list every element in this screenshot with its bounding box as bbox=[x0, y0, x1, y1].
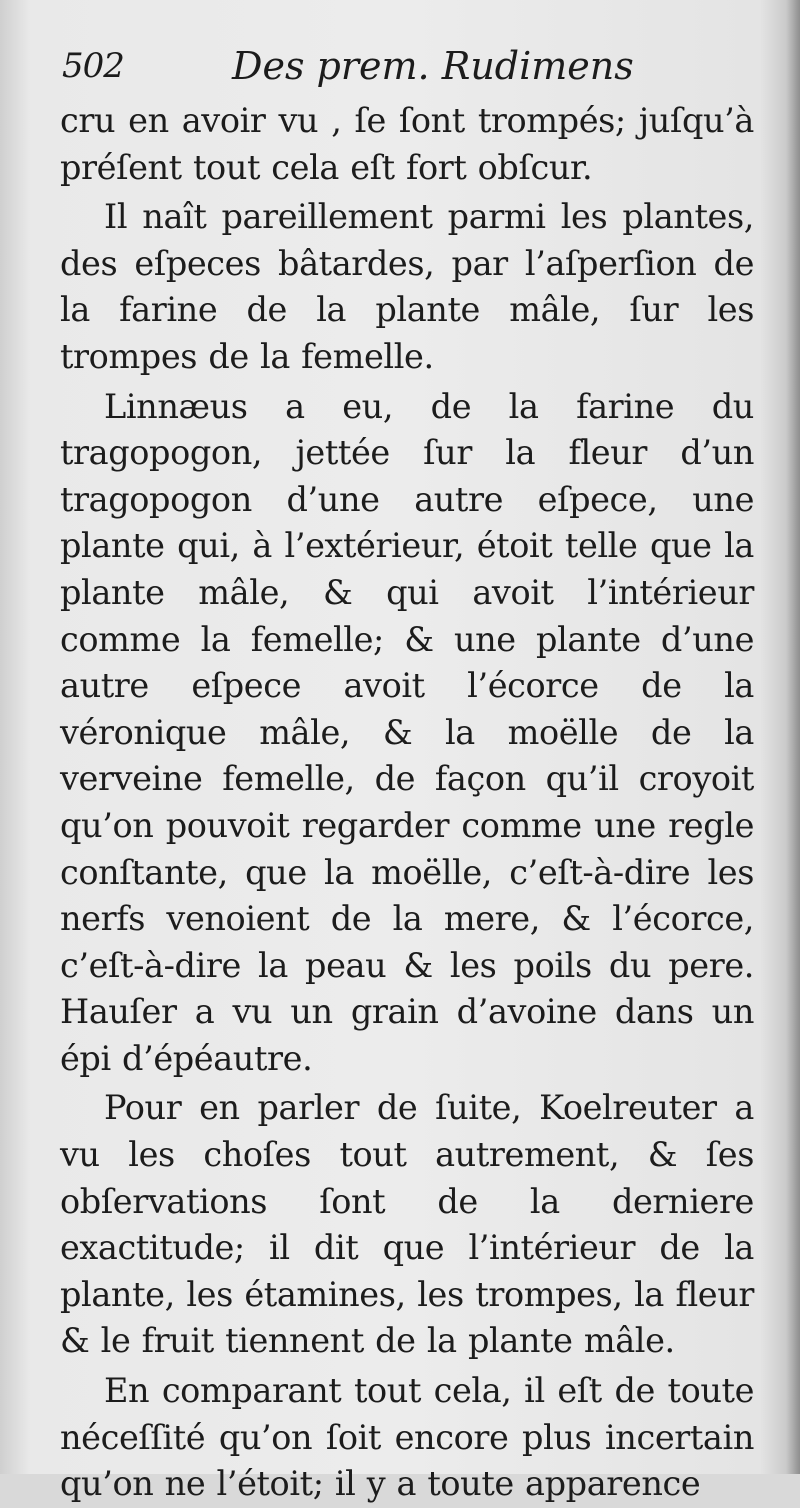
paragraph: Linnæus a eu, de la farine du tragopogon, jettée ſur la fleur d’un tragopogon d’une autre eſpece, une plante qui, à l’extérieur, étoit telle que la plante mâle, & qui avoit l’intérieur comme la femelle; & une plante d’une autre eſpece avoit l’écorce de la véronique mâle, & la moëlle de la verveine femelle, de façon qu’il croyoit qu’on pouvoit regarder comme une regle conſtante, que la moëlle, c’eſt-à-dire les nerfs venoient de la mere, & l’écorce, c’eſt-à-dire la peau & les poils du pere. Hauſer a vu un grain d’avoine dans un épi d’épéautre. bbox=[60, 386, 754, 1078]
page-header bbox=[62, 44, 762, 90]
body-text bbox=[60, 98, 754, 1508]
page-edge-shadow bbox=[786, 0, 800, 1474]
page-number: 502 bbox=[62, 46, 124, 86]
paragraph: En comparant tout cela, il eſt de toute néceſſité qu’on ſoit encore plus incertain qu’on ne l’étoit; il y a toute apparence bbox=[60, 1371, 754, 1504]
paragraph: cru en avoir vu , ſe ſont trompés; juſqu’à préſent tout cela eſt fort obſcur. bbox=[60, 101, 754, 187]
paragraph: Pour en parler de ſuite, Koelreuter a vu les choſes tout autrement, & ſes obſervations ſont de la derniere exactitude; il dit que l’intérieur de la plante, les étamines, les trompes, la fleur & le fruit tiennent de la plante mâle. bbox=[60, 1088, 754, 1361]
running-head: Des prem. Rudimens bbox=[232, 44, 634, 88]
paragraph: Il naît pareillement parmi les plantes, des eſpeces bâtardes, par l’aſperſion de la farine de la plante mâle, ſur les trompes de la femelle. bbox=[60, 197, 754, 376]
